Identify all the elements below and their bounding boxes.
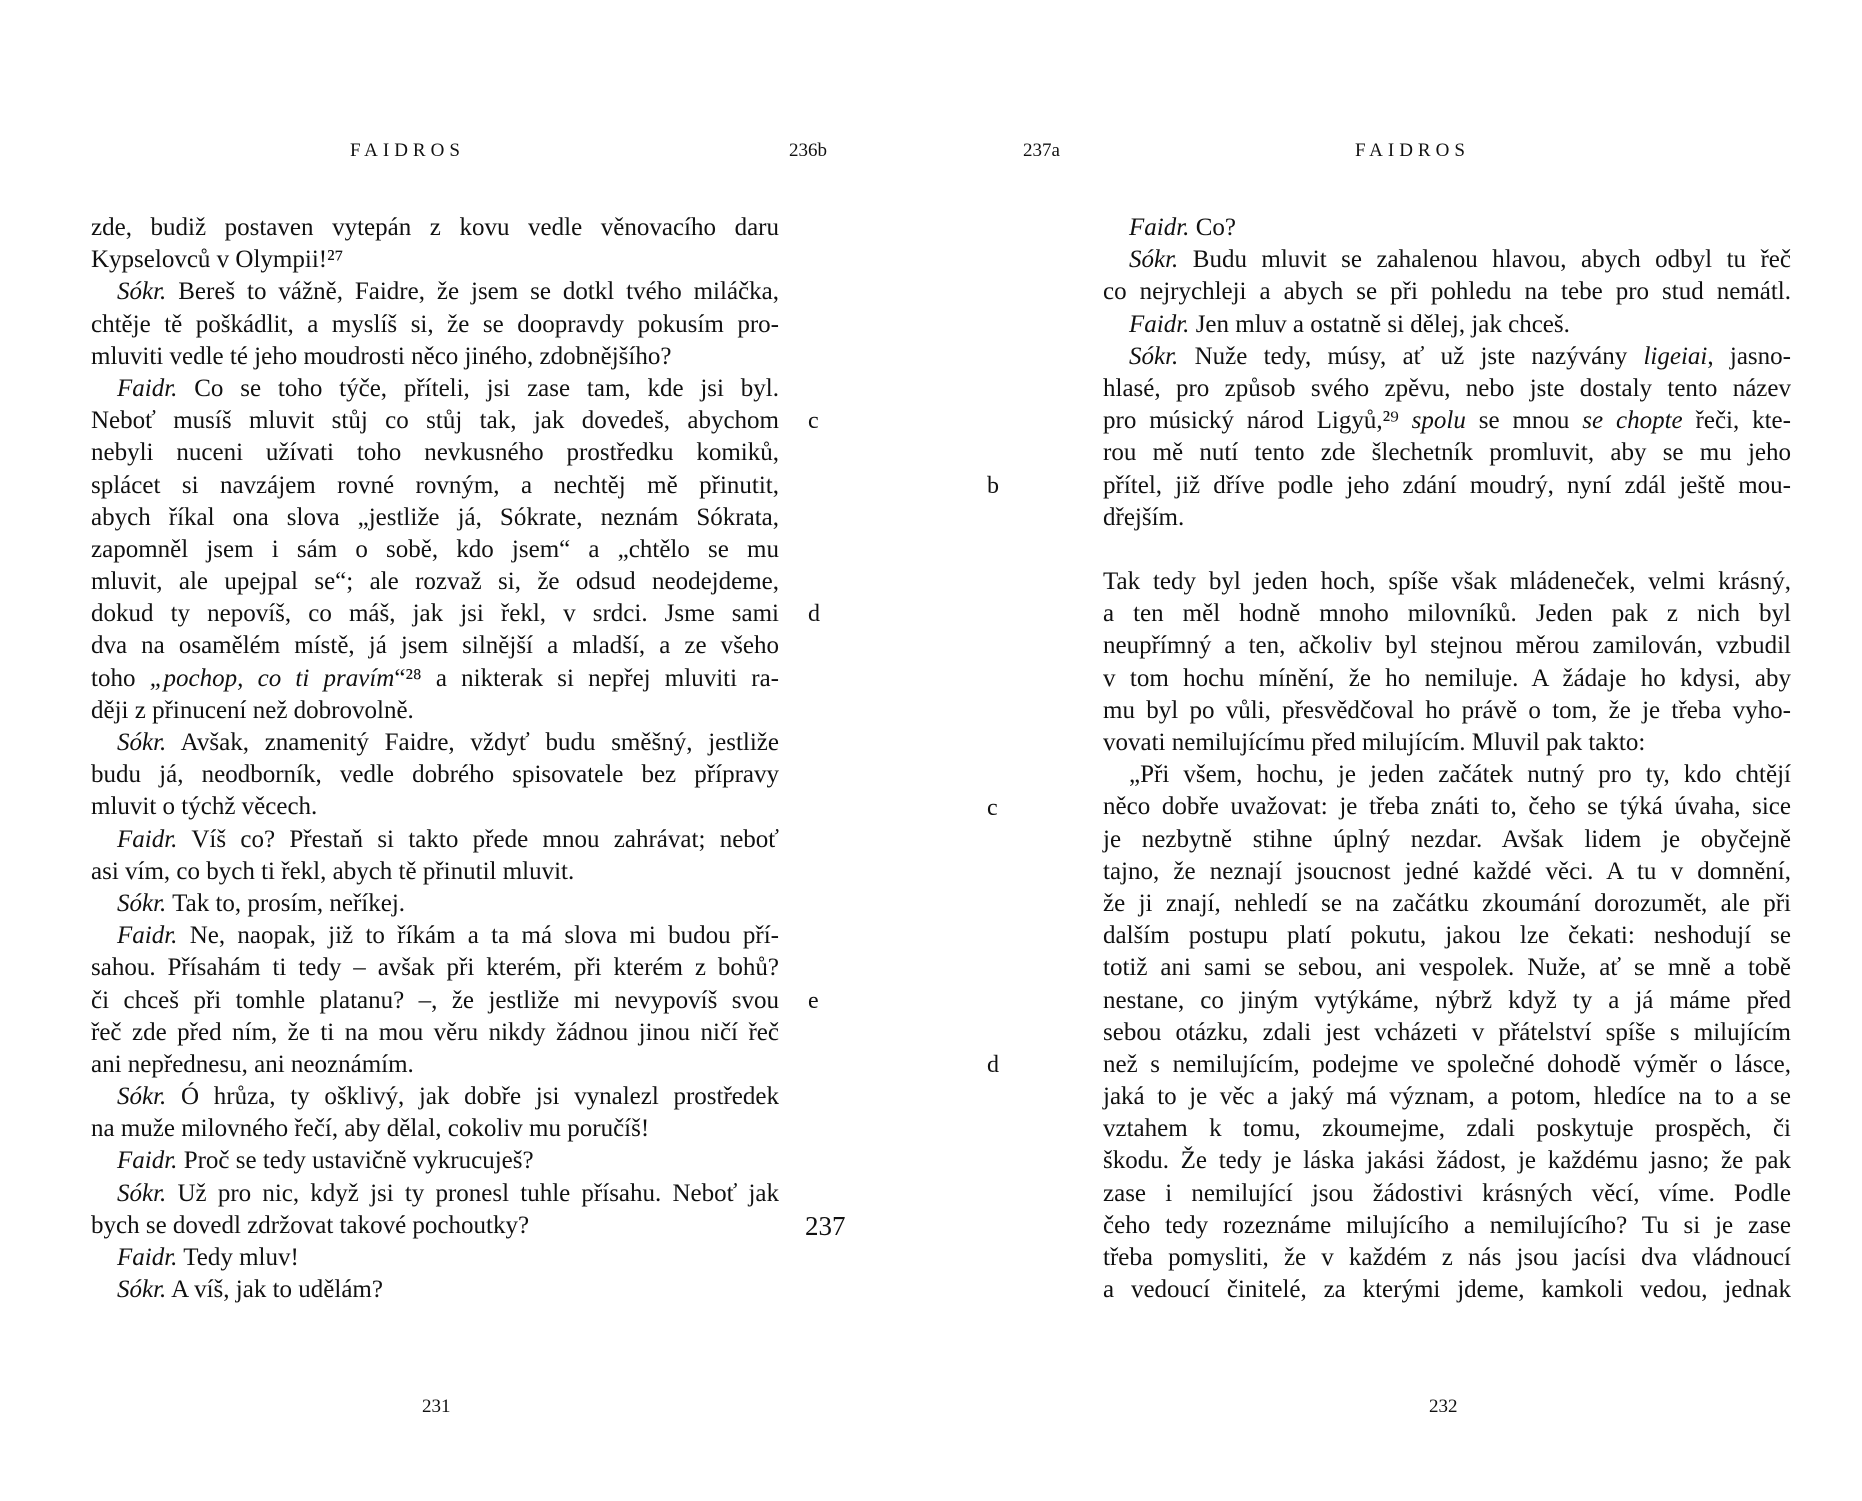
text-segment: pro músický národ Ligyů,²⁹ — [1103, 407, 1412, 435]
italic-text: Faidr. — [1129, 310, 1190, 338]
italic-text: spolu — [1411, 407, 1466, 435]
text-line: bych se dovedl zdržovat takové pochoutky? — [91, 1211, 530, 1239]
text-line — [1103, 244, 1791, 276]
text-line: abych říkal ona slova „jestliže já, Sókrate, neznám Sókrata, — [91, 503, 779, 531]
text-line: dva na osamělém místě, já jsem silnější a mladší, a ze všeho — [91, 632, 779, 660]
text-line — [91, 276, 779, 308]
italic-text: Sókr. — [1129, 342, 1179, 370]
text-line: a ten měl hodně mnoho milovníků. Jeden pak z nich byl — [1103, 600, 1791, 628]
text-line: škodu. Že tedy je láska jakási žádost, je každému jasno; že pak — [1103, 1147, 1791, 1175]
text-line: „Při všem, hochu, je jeden začátek nutný pro ty, kdo chtějí — [1129, 761, 1791, 789]
text-line: nebyli nuceni užívati toho nevkusného prostředku komiků, — [91, 439, 779, 467]
text-segment: Avšak, znamenitý Faidre, vždyť budu směšný, jestliže — [166, 729, 779, 756]
text-line: hlasé, pro způsob svého zpěvu, nebo jste dostaly tento název — [1103, 374, 1791, 402]
text-line: totiž ani sami se sebou, ani vespolek. Nuže, ať se mně a tobě — [1103, 954, 1791, 982]
text-line: či chceš při tomhle platanu? –, že jestliže mi nevypovíš svou — [91, 986, 779, 1014]
text-line: mluvit, ale upejpal se“; ale rozvaž si, že odsud neodejdeme, — [91, 568, 779, 596]
italic-text: Sókr. — [117, 1276, 167, 1304]
text-line — [91, 1242, 779, 1274]
margin-marker: d — [987, 1052, 999, 1079]
text-line: vovati nemilujícímu před milujícím. Mluvil pak takto: — [1103, 729, 1646, 756]
text-segment: Ne, naopak, již to říkám a ta má slova mi budou pří- — [177, 922, 779, 950]
text-line: nestane, co jiným vytýkáme, nýbrž když ty a já máme před — [1103, 986, 1791, 1014]
text-line — [91, 727, 779, 759]
stephanus-reference: 236b — [789, 140, 827, 161]
text-line: na muže milovného řečí, aby dělal, cokoliv mu poručíš! — [91, 1115, 650, 1143]
italic-text: Faidr. — [117, 374, 178, 402]
text-line: jaká to je věc a jaký má význam, a potom, hledíce na to a se — [1103, 1083, 1791, 1111]
margin-marker: c — [808, 408, 819, 435]
text-line: přítel, již dříve podle jeho zdání moudrý, nyní zdál ještě mou- — [1103, 471, 1791, 499]
text-line: zapomněl jsem i sám o sobě, kdo jsem“ a „chtělo se mu — [91, 535, 779, 563]
text-line — [91, 663, 779, 695]
text-line: zde, budiž postaven vytepán z kovu vedle věnovacího daru — [91, 214, 779, 241]
text-segment: Jen mluv a ostatně si dělej, jak chceš. — [1189, 310, 1570, 338]
text-line: budu já, neodborník, vedle dobrého spisovatele bez přípravy — [91, 761, 779, 789]
text-segment: Nuže tedy, músy, ať už jste nazývány — [1178, 342, 1644, 370]
text-line — [1103, 212, 1791, 244]
text-segment: Ó hrůza, ty ošklivý, jak dobře jsi vynalezl prostředek — [166, 1083, 779, 1111]
text-line: čeho tedy rozeznáme milujícího a nemilujícího? Tu si je zase — [1103, 1211, 1791, 1239]
margin-marker: 237 — [805, 1211, 846, 1242]
page-number: 232 — [1429, 1396, 1458, 1417]
text-line — [91, 1145, 779, 1177]
text-line: neupřímný a ten, ačkoliv byl stejnou měrou zamilován, vzbudil — [1103, 632, 1791, 660]
italic-text: Faidr. — [117, 1147, 178, 1175]
italic-text: ligeiai — [1643, 342, 1708, 370]
text-segment: Budu mluvit se zahalenou hlavou, abych odbyl tu řeč — [1178, 246, 1791, 274]
italic-text: Sókr. — [117, 729, 167, 756]
text-line: než s nemilujícím, podejme ve společné dohodě výměr o lásce, — [1103, 1050, 1791, 1078]
running-title: FAIDROS — [350, 140, 465, 161]
italic-text: Sókr. — [1129, 246, 1179, 274]
text-line: mluviti vedle té jeho moudrosti něco jiného, zdobnějšího? — [91, 342, 672, 370]
text-line: zase i nemilující jsou žádostivi krásných věcí, víme. Podle — [1103, 1179, 1791, 1207]
italic-text: Sókr. — [117, 889, 167, 917]
page-number: 231 — [422, 1396, 451, 1417]
italic-text: Faidr. — [117, 922, 178, 950]
text-line — [1103, 405, 1791, 437]
text-column — [987, 212, 1791, 1306]
text-line: tajno, že neznají jsoucnost jedné každé věci. A tu v domnění, — [1103, 857, 1791, 885]
text-line — [91, 1081, 779, 1113]
text-line: vztahem k tomu, zkoumejme, zdali poskytuje prospěch, či — [1103, 1115, 1791, 1143]
text-segment: řeči, kte- — [1682, 407, 1791, 435]
text-segment: Tak to, prosím, neříkej. — [166, 889, 406, 917]
text-segment: Už pro nic, když jsi ty pronesl tuhle přísahu. Neboť jak — [166, 1179, 779, 1207]
text-line — [91, 920, 779, 952]
text-line — [91, 1274, 779, 1306]
italic-text: „pochop, co ti pravím — [149, 664, 395, 692]
text-line: Kypselovců v Olympii!²⁷ — [91, 246, 344, 274]
text-line: mu byl po vůli, přesvědčoval ho právě o tom, že je třeba vyho- — [1103, 696, 1791, 724]
text-line: Neboť musíš mluvit stůj co stůj tak, jak dovedeš, abychom — [91, 407, 779, 435]
text-line: řeč zde před ním, že ti na mou věru nikdy žádnou jinou ničí řeč — [91, 1018, 779, 1046]
text-line — [1103, 309, 1791, 341]
italic-text: Faidr. — [117, 825, 178, 853]
text-line: něco dobře uvažovat: je třeba znáti to, čeho se týká úvaha, sice — [1103, 793, 1791, 821]
text-segment: “²⁸ a nikterak si nepřej mluviti ra- — [394, 664, 779, 692]
text-segment: Bereš to vážně, Faidre, že jsem se dotkl tvého miláčka, — [166, 278, 779, 306]
stephanus-reference: 237a — [1023, 140, 1060, 161]
text-line: dokud ty nepovíš, co máš, jak jsi řekl, v srdci. Jsme sami — [91, 600, 779, 628]
text-segment: toho — [91, 664, 150, 692]
text-line: dalším postupu platí pokutu, jakou lze čekati: neshodují se — [1103, 922, 1791, 950]
text-segment: Co se toho týče, příteli, jsi zase tam, kde jsi byl. — [177, 374, 779, 402]
text-line: třeba pomysliti, že v každém z nás jsou jacísi dva vládnoucí — [1103, 1244, 1791, 1271]
text-line: chtěje tě poškádlit, a myslíš si, že se doopravdy pokusím pro- — [91, 310, 779, 338]
text-line: a vedoucí činitelé, za kterými jdeme, kamkoli vedou, jednak — [1103, 1276, 1791, 1304]
text-line: splácet si navzájem rovné rovným, a nechtěj mě přinutit, — [91, 471, 779, 499]
text-segment: , jasno- — [1707, 342, 1791, 370]
italic-text: Sókr. — [117, 1083, 167, 1111]
italic-text: Sókr. — [117, 1179, 167, 1207]
italic-text: Faidr. — [117, 1244, 178, 1271]
text-line: mluvit o týchž věcech. — [91, 793, 318, 821]
text-segment: Co? — [1189, 214, 1236, 241]
margin-marker: e — [808, 987, 819, 1014]
text-line: ději z přinucení než dobrovolně. — [91, 696, 414, 724]
margin-marker: c — [987, 794, 998, 821]
text-line — [1103, 341, 1791, 373]
text-line: co nejrychleji a abych se při pohledu na tebe pro stud nemátl. — [1103, 278, 1791, 306]
right-page — [931, 0, 1862, 1501]
text-line: dřejším. — [1103, 503, 1185, 531]
text-segment: Tedy mluv! — [177, 1244, 299, 1271]
text-line — [1103, 534, 1791, 566]
text-line: asi vím, co bych ti řekl, abych tě přinutil mluvit. — [91, 857, 575, 885]
margin-marker: b — [987, 472, 999, 499]
text-line — [91, 824, 779, 856]
text-segment: se mnou — [1465, 407, 1583, 435]
text-column — [91, 212, 846, 1306]
text-line: je nezbytně stihne úplný nezdar. Avšak lidem je obyčejně — [1103, 825, 1791, 853]
running-title: FAIDROS — [1355, 140, 1470, 161]
text-line — [91, 373, 779, 405]
text-segment: Víš co? Přestaň si takto přede mnou zahrávat; neboť — [177, 825, 779, 853]
text-line — [91, 1178, 779, 1210]
italic-text: se chopte — [1582, 407, 1683, 435]
margin-marker: d — [808, 601, 820, 628]
text-line: ani nepřednesu, ani neoznámím. — [91, 1050, 414, 1078]
text-line: že ji znají, nehledí se na začátku zkoumání dorozumět, ale při — [1103, 889, 1791, 917]
text-line: v tom hochu mínění, že ho nemiluje. A žádaje ho kdysi, aby — [1103, 664, 1791, 692]
text-segment: Proč se tedy ustavičně vykrucuješ? — [177, 1147, 534, 1175]
text-line: rou mě nutí tento zde šlechetník promluvit, aby se mu jeho — [1103, 439, 1791, 467]
italic-text: Faidr. — [1129, 214, 1190, 241]
text-line: sebou otázku, zdali jest vcházeti v přátelství spíše s milujícím — [1103, 1018, 1791, 1046]
text-line: Tak tedy byl jeden hoch, spíše však mládeneček, velmi krásný, — [1103, 568, 1791, 596]
text-line: sahou. Přísahám ti tedy – avšak při kterém, při kterém z bohů? — [91, 954, 779, 982]
italic-text: Sókr. — [117, 278, 167, 306]
text-segment: A víš, jak to udělám? — [166, 1276, 383, 1304]
text-line — [91, 888, 779, 920]
